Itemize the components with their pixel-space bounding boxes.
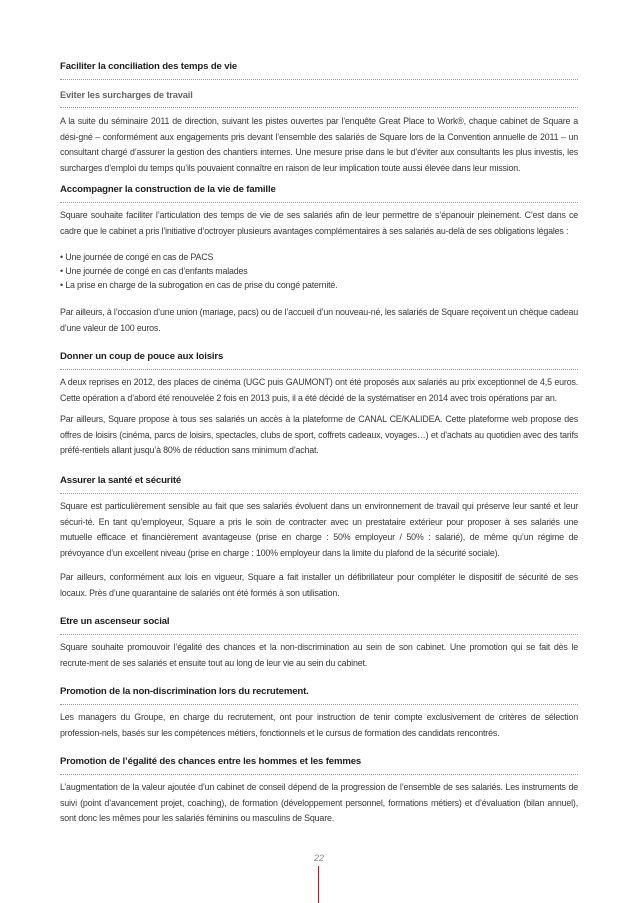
section-title: Promotion de l’égalité des chances entre les hommes et les femmes [60, 756, 362, 767]
paragraph: L’augmentation de la valeur ajoutée d’un cabinet de conseil dépend de la progression de l’ensemble de ses salariés. Les instruments de suivi (point d’avancement projet, coaching), de formation (développement personnel, formations métiers) et d’évaluation (bilan annuel), sont donc les mêmes pour les salariés féminins ou masculins de Square. [60, 782, 578, 824]
list-item: • Une journée de congé en cas de PACS [60, 250, 578, 264]
page-number: 22 [313, 853, 324, 863]
section-title: Promotion de la non-discrimination lors du recrutement. [60, 686, 309, 697]
section-title: Assurer la santé et sécurité [60, 475, 182, 486]
divider [60, 493, 578, 494]
paragraph: Les managers du Groupe, en charge du recrutement, ont pour instruction de tenir compte exclusivement de critères de sélection profession-nels, basés sur les compétences métiers, fonctionnels et le cursus de formation des candidats rencontrés. [60, 712, 578, 738]
paragraph: Par ailleurs, à l’occasion d’une union (mariage, pacs) ou de l’accueil d’un nouveau-né, les salariés de Square reçoivent un chèque cadeau d’une valeur de 100 euros. [60, 307, 578, 333]
section-title: Accompagner la construction de la vie de famille [60, 184, 276, 195]
paragraph: Square souhaite promouvoir l’égalité des chances et la non-discrimination au sein de son cabinet. Une promotion qui se fait dès le recrute-ment de ses salariés et ensuite tout au long de leur vie au sein du cabinet. [60, 642, 578, 668]
accent-line [318, 866, 319, 903]
paragraph: A deux reprises en 2012, des places de cinéma (UGC puis GAUMONT) ont été proposés aux salariés au prix exceptionnel de 4,5 euros. Cette opération a d’abord été renouvelée 2 fois en 2013 puis, il a été décidé de la systématiser en 2014 avec trois opérations par an. [60, 377, 578, 403]
section-title: Donner un coup de pouce aux loisirs [60, 351, 224, 362]
section-title: Faciliter la conciliation des temps de vie [60, 61, 238, 72]
list-item: • La prise en charge de la subrogation en cas de prise du congé paternité. [60, 278, 578, 292]
paragraph: Par ailleurs, Square propose à tous ses salariés un accès à la plateforme de CANAL CE/KALIDEA. Cette plateforme web propose des offres de loisirs (cinéma, parcs de loisirs, spectacles, clubs de sport, coffrets cadeaux, voyages…) et d’achats au quotidien avec des tarifs préfé-rentiels allant jusqu’à 80% de réduction sans minimum d’achat. [60, 414, 578, 456]
section-title: Etre un ascenseur social [60, 616, 170, 627]
divider [60, 704, 578, 705]
paragraph: Square est particulièrement sensible au fait que ses salariés évoluent dans un environnement de travail qui préserve leur santé et leur sécuri-té. En tant qu’employeur, Square a pris le soin de contracter avec un prestataire extérieur pour proposer à ses salariés une mutuelle efficace et financièrement avantageuse (prise en charge : 50% employeur / 50% : salarié), de même qu’un régime de prévoyance d’un excellent niveau (prise en charge : 100% employeur dans la limite du plafond de la sécurité sociale). [60, 501, 578, 558]
divider [60, 774, 578, 775]
divider [60, 202, 578, 203]
paragraph: A la suite du séminaire 2011 de direction, suivant les pistes ouvertes par l’enquête Great Place to Work®, chaque cabinet de Square a dési-gné – conformément aux engagements pris devant l’ensemble des salariés de Square lors de la Convention annuelle de 2011 – un consultant chargé d’assurer la gestion des chantiers internes. Une mesure prise dans le but d’éviter aux consultants les plus investis, les surcharges d’emploi du temps qu’ils pouvaient connaître en raison de leur implication toute aussi élevée dans leur mission. [60, 116, 578, 173]
list-item: • Une journée de congé en cas d’enfants malades [60, 264, 578, 278]
bullet-list [60, 250, 578, 293]
section-subtitle: Eviter les surcharges de travail [60, 90, 193, 100]
paragraph: Square souhaite faciliter l’articulation des temps de vie de ses salariés afin de leur permettre de s’épanouir pleinement. C’est dans ce cadre que le cabinet a pris l’initiative d’octroyer plusieurs avantages complémentaires à ses salariés au-delà de ses obligations légales : [60, 210, 578, 236]
divider [60, 107, 578, 108]
divider [60, 369, 578, 370]
paragraph: Par ailleurs, conformément aux lois en vigueur, Square a fait installer un défibrillateur pour compléter le dispositif de sécurité de ses locaux. Près d’une quarantaine de salariés ont été formés à son utilisation. [60, 572, 578, 598]
divider [60, 634, 578, 635]
divider [60, 79, 578, 80]
